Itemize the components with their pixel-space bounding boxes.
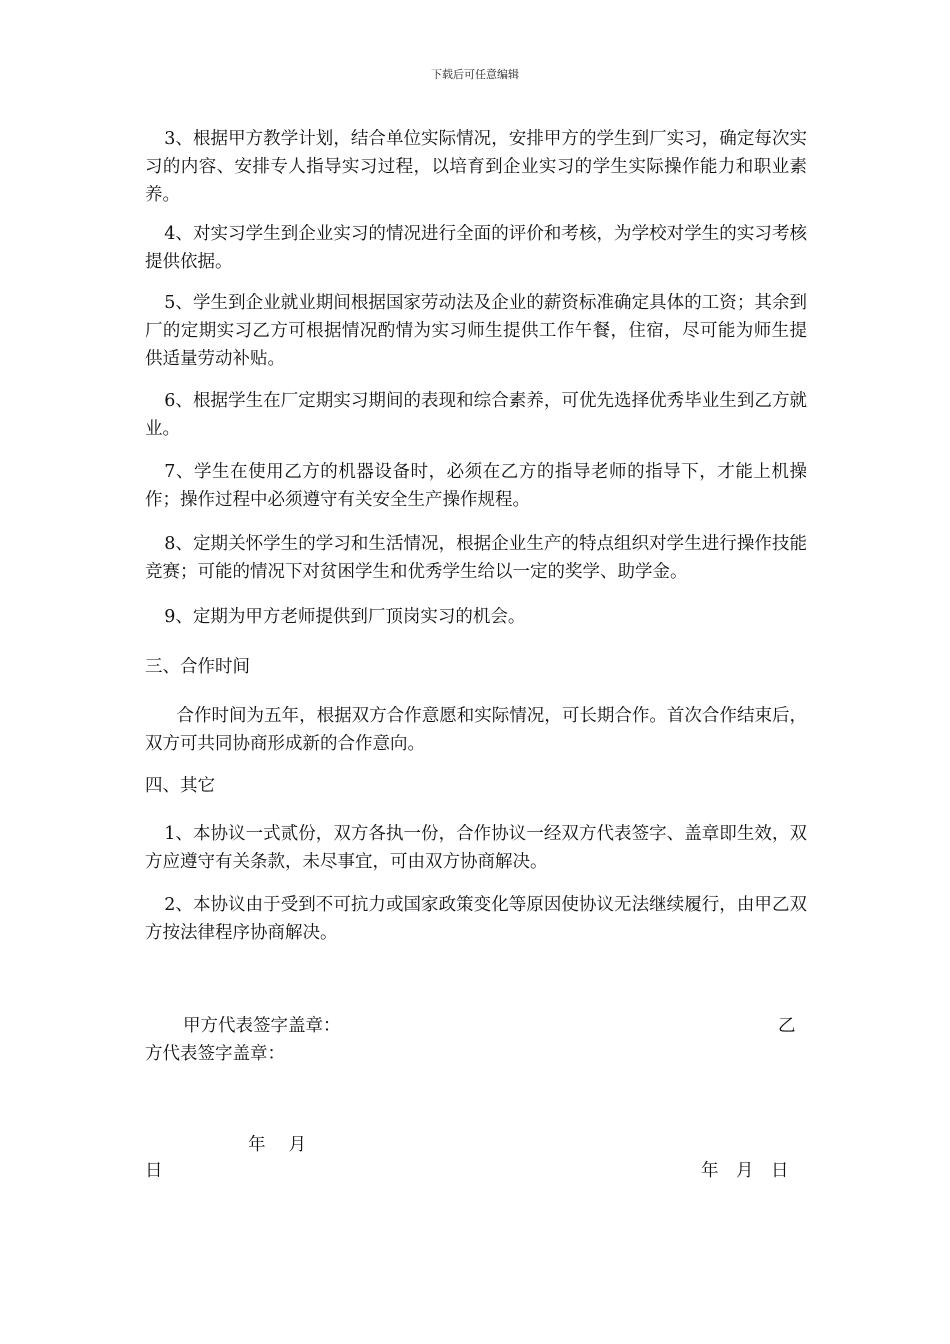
party-b-signature-label-start: 乙 xyxy=(778,1016,796,1036)
clause-7: 7、学生在使用乙方的机器设备时，必须在乙方的指导老师的指导下，才能上机操作；操作过程中必须遵守有关安全生产操作规程。 xyxy=(145,462,807,510)
party-a-date-day: 日 xyxy=(145,1161,163,1181)
party-b-date: 年 月 日 xyxy=(701,1161,789,1181)
clause-3: 3、根据甲方教学计划，结合单位实际情况，安排甲方的学生到厂实习，确定每次实习的内容、安排专人指导实习过程，以培育到企业实习的学生实际操作能力和职业素养。 xyxy=(145,129,807,205)
party-a-signature-label: 甲方代表签字盖章： xyxy=(183,1016,341,1036)
clause-4: 4、对实习学生到企业实习的情况进行全面的评价和考核，为学校对学生的实习考核提供依据。 xyxy=(145,224,807,272)
clause-9: 9、定期为甲方老师提供到厂顶岗实习的机会。 xyxy=(164,607,526,627)
section-4-clause-1: 1、本协议一式贰份，双方各执一份，合作协议一经双方代表签字、盖章即生效，双方应遵守有关条款，未尽事宜，可由双方协商解决。 xyxy=(145,824,807,872)
section-3-body: 合作时间为五年，根据双方合作意愿和实际情况，可长期合作。首次合作结束后，双方可共同协商形成新的合作意向。 xyxy=(145,706,807,754)
clause-5: 5、学生到企业就业期间根据国家劳动法及企业的薪资标准确定具体的工资；其余到厂的定期实习乙方可根据情况酌情为实习师生提供工作午餐，住宿，尽可能为师生提供适量劳动补贴。 xyxy=(145,293,807,369)
clause-8: 8、定期关怀学生的学习和生活情况，根据企业生产的特点组织对学生进行操作技能竞赛；可能的情况下对贫困学生和优秀学生给以一定的奖学、助学金。 xyxy=(145,534,807,582)
clause-6: 6、根据学生在厂定期实习期间的表现和综合素养，可优先选择优秀毕业生到乙方就业。 xyxy=(145,391,807,439)
section-4-title: 四、其它 xyxy=(145,776,215,796)
party-b-signature-label: 方代表签字盖章： xyxy=(145,1044,285,1064)
section-3-title: 三、合作时间 xyxy=(145,657,250,677)
page-header: 下载后可任意编辑 xyxy=(431,68,519,81)
party-a-date: 年 月 xyxy=(248,1135,307,1155)
section-4-clause-2: 2、本协议由于受到不可抗力或国家政策变化等原因使协议无法继续履行，由甲乙双方按法律程序协商解决。 xyxy=(145,895,807,943)
